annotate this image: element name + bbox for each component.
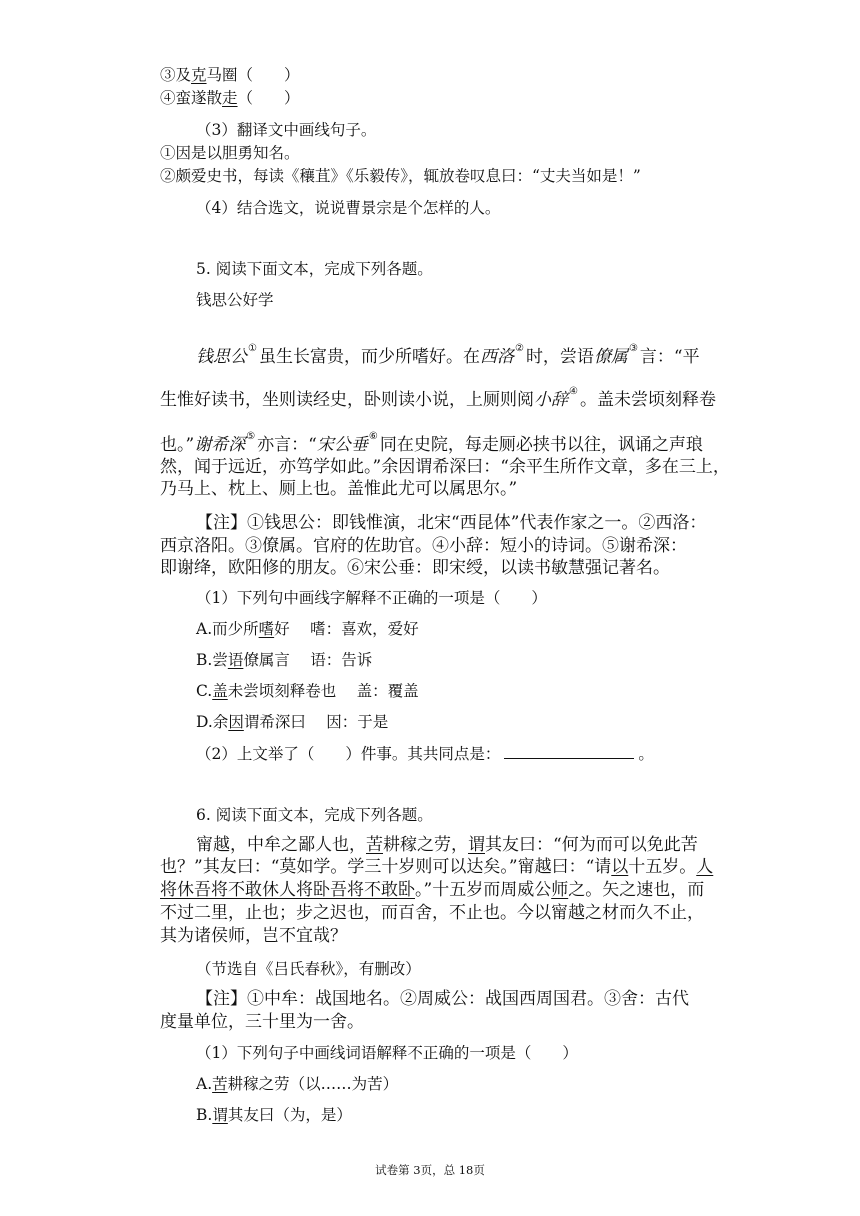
q5-option-d: D.余因谓希深曰 因：于是 (196, 713, 389, 731)
q5-passage-line-1: 钱思公① 虽生长富贵，而少所嗜好。在西洛② 时，尝语僚属③ 言：“平 (196, 343, 700, 367)
q6-note-line-1: 【注】①中牟：战国地名。②周威公：战国西周国君。③舍：古代 (196, 989, 689, 1009)
q5-heading: 5. 阅读下面文本，完成下列各题。 (196, 260, 433, 278)
q5-note-line-2: 西京洛阳。③僚属。官府的佐助官。④小辞：短小的诗词。⑤谢希深： (160, 536, 687, 556)
q4-translate-1: ①因是以胆勇知名。 (160, 144, 300, 162)
q5-note-line-1: 【注】①钱思公：即钱惟演，北宋“西昆体”代表作家之一。②西洛： (196, 513, 707, 533)
q5-title: 钱思公好学 (196, 291, 274, 309)
q5-option-b: B.尝语僚属言 语：告诉 (196, 651, 373, 669)
q6-passage-line-1: 甯越，中牟之鄙人也，苦耕稼之劳，谓其友曰：“何为而可以免此苦 (196, 835, 698, 855)
q5-option-a: A.而少所嗜好 嗜：喜欢，爱好 (196, 620, 419, 638)
page-footer: 试卷第 3页，总 18页 (375, 1163, 485, 1177)
q6-source: （节选自《吕氏春秋》，有删改） (196, 960, 421, 978)
q5-sub-2: （2）上文举了（ ）件事。其共同点是： 。 (196, 745, 654, 763)
q6-sub-1: （1）下列句子中画线词语解释不正确的一项是（ ） (196, 1044, 578, 1062)
q5-sub-1: （1）下列句中画线字解释不正确的一项是（ ） (196, 589, 547, 607)
answer-blank (504, 744, 634, 759)
q6-passage-line-4: 不过二里，止也；步之迟也，而百舍，不止也。今以甯越之材而久不止， (160, 903, 704, 923)
q6-passage-line-3: 将休吾将不敢休人将卧吾将不敢卧。”十五岁而周威公师之。矢之速也，而 (160, 880, 705, 900)
q4-sub-4: （4）结合选文，说说曹景宗是个怎样的人。 (196, 199, 501, 217)
q5-passage-line-5: 乃马上、枕上、厕上也。盖惟此尤可以属思尔。” (160, 479, 518, 499)
q5-passage-line-4: 然，闻于远近，亦笃学如此。”余因谓希深曰：“余平生所作文章，多在三上， (160, 457, 730, 477)
q5-passage-line-2: 生惟好读书，坐则读经史，卧则读小说，上厕则阅小辞④ 。盖未尝顷刻释卷 (160, 386, 716, 410)
q6-passage-line-2: 也？”其友曰：“莫如学。学三十岁则可以达矣。”甯越曰：“请以十五岁。人 (160, 857, 714, 877)
q4-item-3: ③及克马圈（ ） (160, 66, 300, 84)
q4-item-4: ④蛮遂散走（ ） (160, 89, 300, 107)
q6-note-line-2: 度量单位，三十里为一舍。 (160, 1012, 364, 1032)
q6-option-b: B.谓其友曰（为，是） (196, 1106, 352, 1124)
q6-option-a: A.苦耕稼之劳（以……为苦） (196, 1075, 399, 1093)
q4-sub-3: （3）翻译文中画线句子。 (196, 121, 377, 139)
q5-passage-line-3: 也。”谢希深⑤ 亦言：“宋公垂⑥ 同在史院，每走厕必挟书以往，讽诵之声琅 (160, 431, 703, 455)
q6-passage-line-5: 其为诸侯师，岂不宜哉？ (160, 926, 347, 946)
q4-translate-2: ②颇爱史书，每读《穰苴》《乐毅传》，辄放卷叹息曰：“丈夫当如是！” (160, 167, 641, 185)
q6-heading: 6. 阅读下面文本，完成下列各题。 (196, 806, 433, 824)
q5-option-c: C.盖未尝顷刻释卷也 盖：覆盖 (196, 682, 419, 700)
q5-note-line-3: 即谢绛，欧阳修的朋友。⑥宋公垂：即宋绶，以读书敏慧强记著名。 (160, 558, 670, 578)
